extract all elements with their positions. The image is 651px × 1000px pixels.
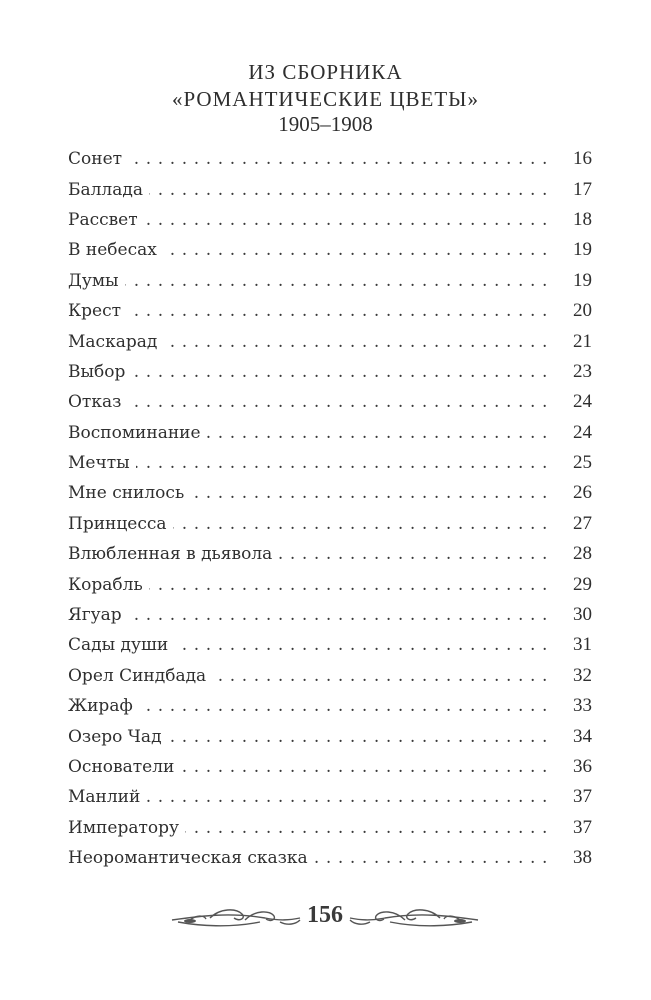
toc-entry	[68, 326, 592, 356]
dot-leader	[127, 301, 548, 321]
toc-entry-page: 21	[573, 330, 592, 352]
dot-leader	[174, 635, 548, 655]
toc-entry	[68, 630, 592, 660]
toc-entry-page: 16	[573, 148, 592, 170]
toc-entry	[68, 509, 592, 539]
toc-entry-page: 25	[573, 452, 592, 474]
toc-entry-page: 29	[573, 573, 592, 595]
table-of-contents	[68, 144, 592, 873]
toc-entry	[68, 387, 592, 417]
toc-entry	[68, 661, 592, 691]
toc-entry-title: Орел Синдбада	[68, 666, 212, 686]
toc-entry-title: Озеро Чад	[68, 727, 168, 747]
toc-entry-page: 20	[573, 300, 592, 322]
toc-entry	[68, 843, 592, 873]
toc-entry-title: Баллада	[68, 180, 149, 200]
toc-entry	[68, 418, 592, 448]
toc-entry-page: 37	[573, 786, 592, 808]
toc-entry-title: Рассвет	[68, 210, 144, 230]
toc-entry-page: 27	[573, 512, 592, 534]
toc-entry-title: Выбор	[68, 362, 131, 382]
dot-leader	[128, 149, 548, 169]
toc-entry-page: 18	[573, 208, 592, 230]
dot-leader	[136, 453, 548, 473]
dot-leader	[128, 605, 548, 625]
dot-leader	[149, 180, 548, 200]
toc-entry-title: В небесах	[68, 240, 163, 260]
toc-entry-title: Думы	[68, 271, 125, 291]
dot-leader	[127, 392, 548, 412]
toc-entry	[68, 691, 592, 721]
toc-entry-page: 30	[573, 604, 592, 626]
dot-leader	[180, 757, 548, 777]
toc-entry-page: 23	[573, 360, 592, 382]
dot-leader	[163, 240, 548, 260]
toc-entry	[68, 752, 592, 782]
toc-entry-page: 33	[573, 695, 592, 717]
toc-entry-page: 24	[573, 391, 592, 413]
toc-entry-title: Воспоминание	[68, 423, 207, 443]
toc-entry-title: Манлий	[68, 787, 146, 807]
toc-entry-title: Императору	[68, 818, 185, 838]
toc-entry-page: 36	[573, 756, 592, 777]
toc-entry	[68, 600, 592, 630]
dot-leader	[144, 210, 548, 230]
toc-entry	[68, 448, 592, 478]
dot-leader	[173, 514, 548, 534]
toc-entry-page: 38	[573, 847, 592, 869]
dot-leader	[163, 332, 548, 352]
dot-leader	[212, 666, 548, 686]
toc-entry-title: Влюбленная в дьявола	[68, 544, 278, 564]
dot-leader	[314, 848, 548, 868]
toc-entry-page: 26	[573, 482, 592, 504]
toc-entry	[68, 144, 592, 174]
collection-heading-line1: ИЗ СБОРНИКА	[248, 60, 403, 84]
toc-entry	[68, 813, 592, 843]
dot-leader	[125, 271, 548, 291]
toc-entry	[68, 296, 592, 326]
toc-entry-title: Отказ	[68, 392, 127, 412]
dot-leader	[207, 423, 548, 443]
toc-entry	[68, 174, 592, 204]
dot-leader	[278, 544, 548, 564]
toc-entry	[68, 205, 592, 235]
toc-entry-title: Маскарад	[68, 332, 163, 352]
toc-entry	[68, 357, 592, 387]
page-number: 156	[307, 902, 343, 928]
toc-entry-title: Сады души	[68, 635, 174, 655]
toc-entry	[68, 721, 592, 751]
toc-entry	[68, 478, 592, 508]
toc-entry-page: 24	[573, 421, 592, 443]
dot-leader	[139, 696, 548, 716]
collection-title: «РОМАНТИЧЕСКИЕ ЦВЕТЫ»	[172, 87, 479, 111]
dot-leader	[149, 575, 548, 595]
toc-entry-title: Неоромантическая сказка	[68, 848, 314, 868]
toc-entry-title: Мне снилось	[68, 483, 190, 503]
dot-leader	[185, 818, 548, 838]
toc-entry-title: Крест	[68, 301, 127, 321]
page-footer	[170, 898, 480, 938]
toc-entry-page: 34	[573, 725, 592, 747]
toc-entry-title: Ягуар	[68, 605, 128, 625]
toc-entry	[68, 539, 592, 569]
toc-entry-page: 28	[573, 543, 592, 565]
toc-entry-page: 31	[573, 634, 592, 656]
toc-entry-page: 17	[573, 178, 592, 200]
toc-entry-title: Принцесса	[68, 514, 173, 534]
toc-entry-page: 32	[573, 664, 592, 686]
dot-leader	[190, 483, 548, 503]
toc-entry	[68, 782, 592, 812]
toc-entry-title: Основатели	[68, 757, 180, 777]
toc-entry-title: Мечты	[68, 453, 136, 473]
toc-entry	[68, 569, 592, 599]
toc-entry-page: 19	[573, 239, 592, 261]
toc-entry-page: 19	[573, 269, 592, 291]
dot-leader	[131, 362, 548, 382]
collection-years: 1905–1908	[278, 112, 373, 136]
toc-entry	[68, 266, 592, 296]
toc-entry-title: Сонет	[68, 149, 128, 169]
toc-entry	[68, 235, 592, 265]
toc-entry-title: Корабль	[68, 575, 149, 595]
toc-entry-title: Жираф	[68, 696, 139, 716]
dot-leader	[146, 787, 548, 807]
toc-entry-page: 37	[573, 816, 592, 838]
dot-leader	[168, 727, 548, 747]
